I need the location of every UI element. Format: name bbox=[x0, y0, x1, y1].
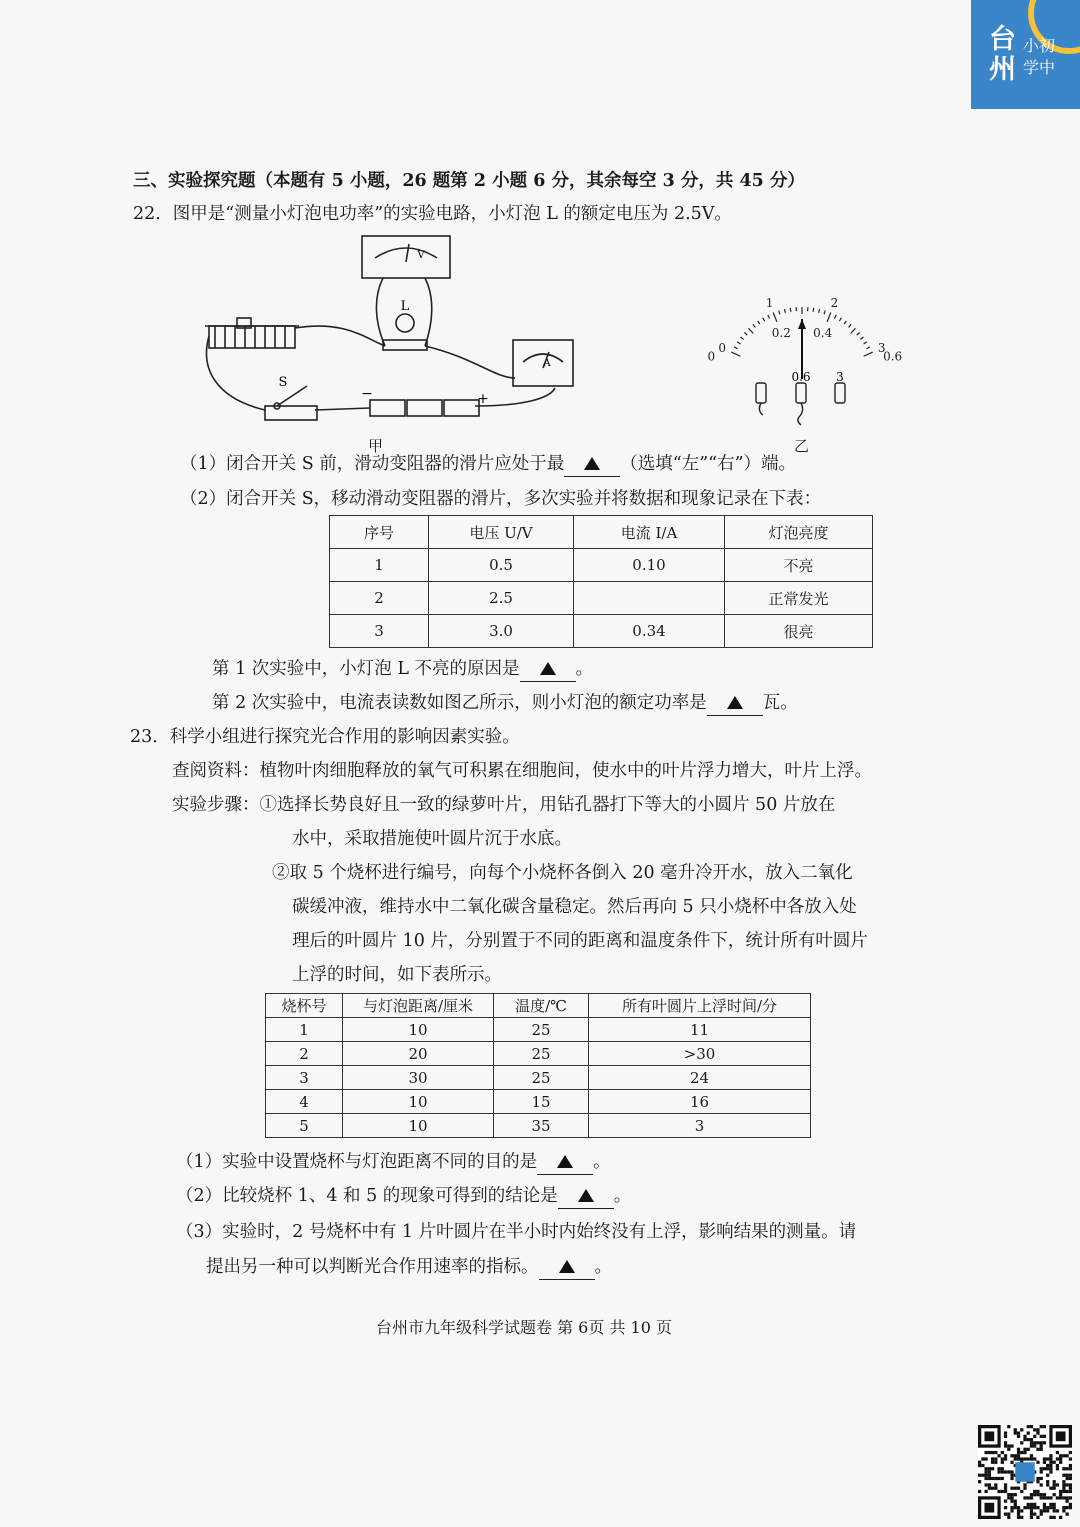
dial-inner-tick-label: 0.6 bbox=[883, 349, 903, 364]
voltmeter-label: V bbox=[417, 250, 425, 261]
table-cell: 1 bbox=[330, 549, 429, 582]
table-cell: 10 bbox=[343, 1090, 494, 1114]
table-cell: 0.10 bbox=[574, 549, 725, 582]
q23-stem: 23．科学小组进行探究光合作用的影响因素实验。 bbox=[130, 727, 520, 747]
brand-logo bbox=[971, 0, 1080, 109]
dial-outer-tick-label: 1 bbox=[765, 296, 774, 311]
table-header: 序号 bbox=[330, 516, 429, 549]
dial-tick bbox=[860, 337, 863, 339]
table-cell: 3 bbox=[589, 1114, 811, 1138]
table-cell: 4 bbox=[266, 1090, 343, 1114]
answer-blank[interactable] bbox=[520, 657, 576, 682]
table-cell: 不亮 bbox=[725, 549, 873, 582]
table-cell: 正常发光 bbox=[725, 582, 873, 615]
table-cell: 2.5 bbox=[429, 582, 574, 615]
dial-inner-tick-label: 0.2 bbox=[771, 325, 791, 340]
dial-tick bbox=[734, 347, 737, 349]
dial-tick bbox=[748, 328, 753, 333]
table-cell: 10 bbox=[343, 1114, 494, 1138]
q23-step2-line1: ②取 5 个烧杯进行编号，向每个小烧杯各倒入 20 毫升冷开水，放入二氧化 bbox=[272, 863, 853, 883]
dial-tick bbox=[844, 321, 846, 324]
battery-minus: − bbox=[361, 386, 373, 402]
table-header: 灯泡亮度 bbox=[725, 516, 873, 549]
logo-char-2: 州 bbox=[989, 54, 1016, 85]
logo-char-1: 台 bbox=[989, 24, 1016, 55]
dial-tick bbox=[819, 309, 820, 313]
q23-subq2: （2）比较烧杯 1、4 和 5 的现象可得到的结论是 。 bbox=[176, 1184, 631, 1209]
terminal-label-0-6: 0.6 bbox=[791, 370, 811, 384]
answer-blank[interactable] bbox=[539, 1255, 595, 1280]
ammeter-label: A bbox=[543, 358, 551, 369]
dial-outer-tick-label: 2 bbox=[830, 296, 839, 311]
table-cell: 20 bbox=[343, 1042, 494, 1066]
q23-data-table bbox=[265, 993, 811, 1138]
dial-tick bbox=[773, 313, 777, 322]
dial-outer-tick-label: 0 bbox=[718, 340, 727, 355]
terminal-label-3: 3 bbox=[836, 370, 844, 384]
table-cell: 25 bbox=[494, 1042, 589, 1066]
table-cell: 35 bbox=[494, 1114, 589, 1138]
q22-part2: （2）闭合开关 S，移动滑动变阻器的滑片，多次实验并将数据和现象记录在下表： bbox=[180, 489, 822, 509]
dial-inner-tick-label: 0 bbox=[707, 349, 716, 364]
page-footer: 台州市九年级科学试题卷 第 6页 共 10 页 bbox=[376, 1318, 672, 1337]
q22-part1: （1）闭合开关 S 前，滑动变阻器的滑片应处于最 （选填“左”“右”）端。 bbox=[180, 452, 796, 477]
table-cell: 3 bbox=[330, 615, 429, 648]
answer-blank[interactable] bbox=[537, 1150, 593, 1175]
q23-step2-line4: 上浮的时间，如下表所示。 bbox=[292, 965, 502, 985]
triangle-icon bbox=[559, 1260, 575, 1273]
q22-data-table bbox=[329, 515, 873, 648]
table-cell: 2 bbox=[266, 1042, 343, 1066]
section-title: 三、实验探究题（本题有 5 小题，26 题第 2 小题 6 分，其余每空 3 分，共 45 分） bbox=[133, 171, 805, 191]
table-cell: 5 bbox=[266, 1114, 343, 1138]
table-header: 温度/℃ bbox=[494, 994, 589, 1018]
lamp-label: L bbox=[400, 299, 410, 314]
table-cell: 16 bbox=[589, 1090, 811, 1114]
dial-tick bbox=[827, 313, 831, 322]
table-cell: >30 bbox=[589, 1042, 811, 1066]
dial-tick bbox=[864, 342, 867, 344]
dial-tick bbox=[849, 324, 852, 327]
table-cell: 10 bbox=[343, 1018, 494, 1042]
q23-step2-line2: 碳缓冲液，维持水中二氧化碳含量稳定。然后再向 5 只小烧杯中各放入处 bbox=[292, 897, 857, 917]
table-cell: 24 bbox=[589, 1066, 811, 1090]
q23-step1-line1: 实验步骤：①选择长势良好且一致的绿萝叶片，用钻孔器打下等大的小圆片 50 片放在 bbox=[172, 795, 836, 815]
dial-inner-tick-label: 0.4 bbox=[813, 325, 833, 340]
table-cell: 15 bbox=[494, 1090, 589, 1114]
table-row bbox=[330, 549, 873, 582]
table-cell: 0.34 bbox=[574, 615, 725, 648]
dial-tick bbox=[779, 311, 780, 315]
q22-question-a: 第 1 次实验中，小灯泡 L 不亮的原因是 。 bbox=[212, 657, 593, 682]
table-header: 电流 I/A bbox=[574, 516, 725, 549]
table-header: 所有叶圆片上浮时间/分 bbox=[589, 994, 811, 1018]
table-row bbox=[266, 1114, 811, 1138]
logo-small-2: 学中 bbox=[1023, 58, 1056, 77]
dial-tick bbox=[753, 324, 756, 327]
triangle-icon bbox=[727, 696, 743, 709]
q23-step1-line2: 水中，采取措施使叶圆片沉于水底。 bbox=[292, 829, 572, 849]
triangle-icon bbox=[578, 1189, 594, 1202]
q23-subq3-line2: 提出另一种可以判断光合作用速率的指标。 。 bbox=[206, 1255, 612, 1280]
table-cell: 2 bbox=[330, 582, 429, 615]
dial-tick bbox=[741, 337, 744, 339]
table-header-row bbox=[266, 994, 811, 1018]
table-row bbox=[330, 615, 873, 648]
answer-blank[interactable] bbox=[558, 1184, 614, 1209]
logo-small-1: 小初 bbox=[1023, 36, 1056, 55]
battery-plus: + bbox=[477, 391, 489, 407]
figure-a-caption: 甲 bbox=[368, 437, 384, 455]
table-cell: 3.0 bbox=[429, 615, 574, 648]
dial-tick bbox=[851, 328, 856, 333]
q22-question-b: 第 2 次实验中，电流表读数如图乙所示，则小灯泡的额定功率是 瓦。 bbox=[212, 691, 798, 716]
dial-tick bbox=[737, 342, 740, 344]
table-cell: 0.5 bbox=[429, 549, 574, 582]
table-cell bbox=[574, 582, 725, 615]
table-row bbox=[266, 1090, 811, 1114]
answer-blank[interactable] bbox=[707, 691, 763, 716]
table-cell: 1 bbox=[266, 1018, 343, 1042]
q23-step2-line3: 理后的叶圆片 10 片，分别置于不同的距离和温度条件下，统计所有叶圆片 bbox=[292, 931, 868, 951]
triangle-icon bbox=[557, 1155, 573, 1168]
circuit-diagram bbox=[195, 228, 595, 438]
dial-tick bbox=[731, 352, 740, 356]
q23-info: 查阅资料：植物叶肉细胞释放的氧气可积累在细胞间，使水中的叶片浮力增大，叶片上浮。 bbox=[172, 761, 872, 781]
table-cell: 11 bbox=[589, 1018, 811, 1042]
table-cell: 25 bbox=[494, 1018, 589, 1042]
q23-subq3-line1: （3）实验时，2 号烧杯中有 1 片叶圆片在半小时内始终没有上浮，影响结果的测量。请 bbox=[176, 1222, 857, 1242]
dial-tick bbox=[758, 321, 760, 324]
qr-code bbox=[978, 1425, 1072, 1519]
dial-tick bbox=[864, 352, 873, 356]
q23-subq1: （1）实验中设置烧杯与灯泡距离不同的目的是 。 bbox=[176, 1150, 611, 1175]
ammeter-dial bbox=[690, 285, 920, 435]
dial-tick bbox=[834, 315, 836, 319]
table-cell: 25 bbox=[494, 1066, 589, 1090]
table-header: 与灯泡距离/厘米 bbox=[343, 994, 494, 1018]
dial-tick bbox=[763, 318, 765, 321]
dial-tick bbox=[744, 332, 747, 335]
table-row bbox=[266, 1042, 811, 1066]
answer-blank[interactable] bbox=[564, 452, 620, 477]
dial-tick bbox=[839, 318, 841, 321]
dial-tick bbox=[813, 308, 814, 312]
dial-tick bbox=[867, 347, 870, 349]
table-cell: 很亮 bbox=[725, 615, 873, 648]
table-header-row bbox=[330, 516, 873, 549]
table-cell: 3 bbox=[266, 1066, 343, 1090]
dial-tick bbox=[784, 309, 785, 313]
triangle-icon bbox=[584, 457, 600, 470]
q22-stem: 22．图甲是“测量小灯泡电功率”的实验电路，小灯泡 L 的额定电压为 2.5V。 bbox=[133, 204, 732, 224]
dial-tick bbox=[768, 315, 770, 319]
dial-tick bbox=[790, 308, 791, 312]
table-header: 电压 U/V bbox=[429, 516, 574, 549]
table-header: 烧杯号 bbox=[266, 994, 343, 1018]
table-row bbox=[330, 582, 873, 615]
dial-tick bbox=[857, 332, 860, 335]
needle-tip bbox=[798, 319, 806, 329]
triangle-icon bbox=[540, 662, 556, 675]
table-cell: 30 bbox=[343, 1066, 494, 1090]
figure-b-caption: 乙 bbox=[794, 437, 810, 455]
table-row bbox=[266, 1018, 811, 1042]
dial-tick bbox=[824, 311, 825, 315]
dial-outer-tick-label: 3 bbox=[877, 340, 886, 355]
table-row bbox=[266, 1066, 811, 1090]
switch-label: S bbox=[278, 375, 288, 390]
